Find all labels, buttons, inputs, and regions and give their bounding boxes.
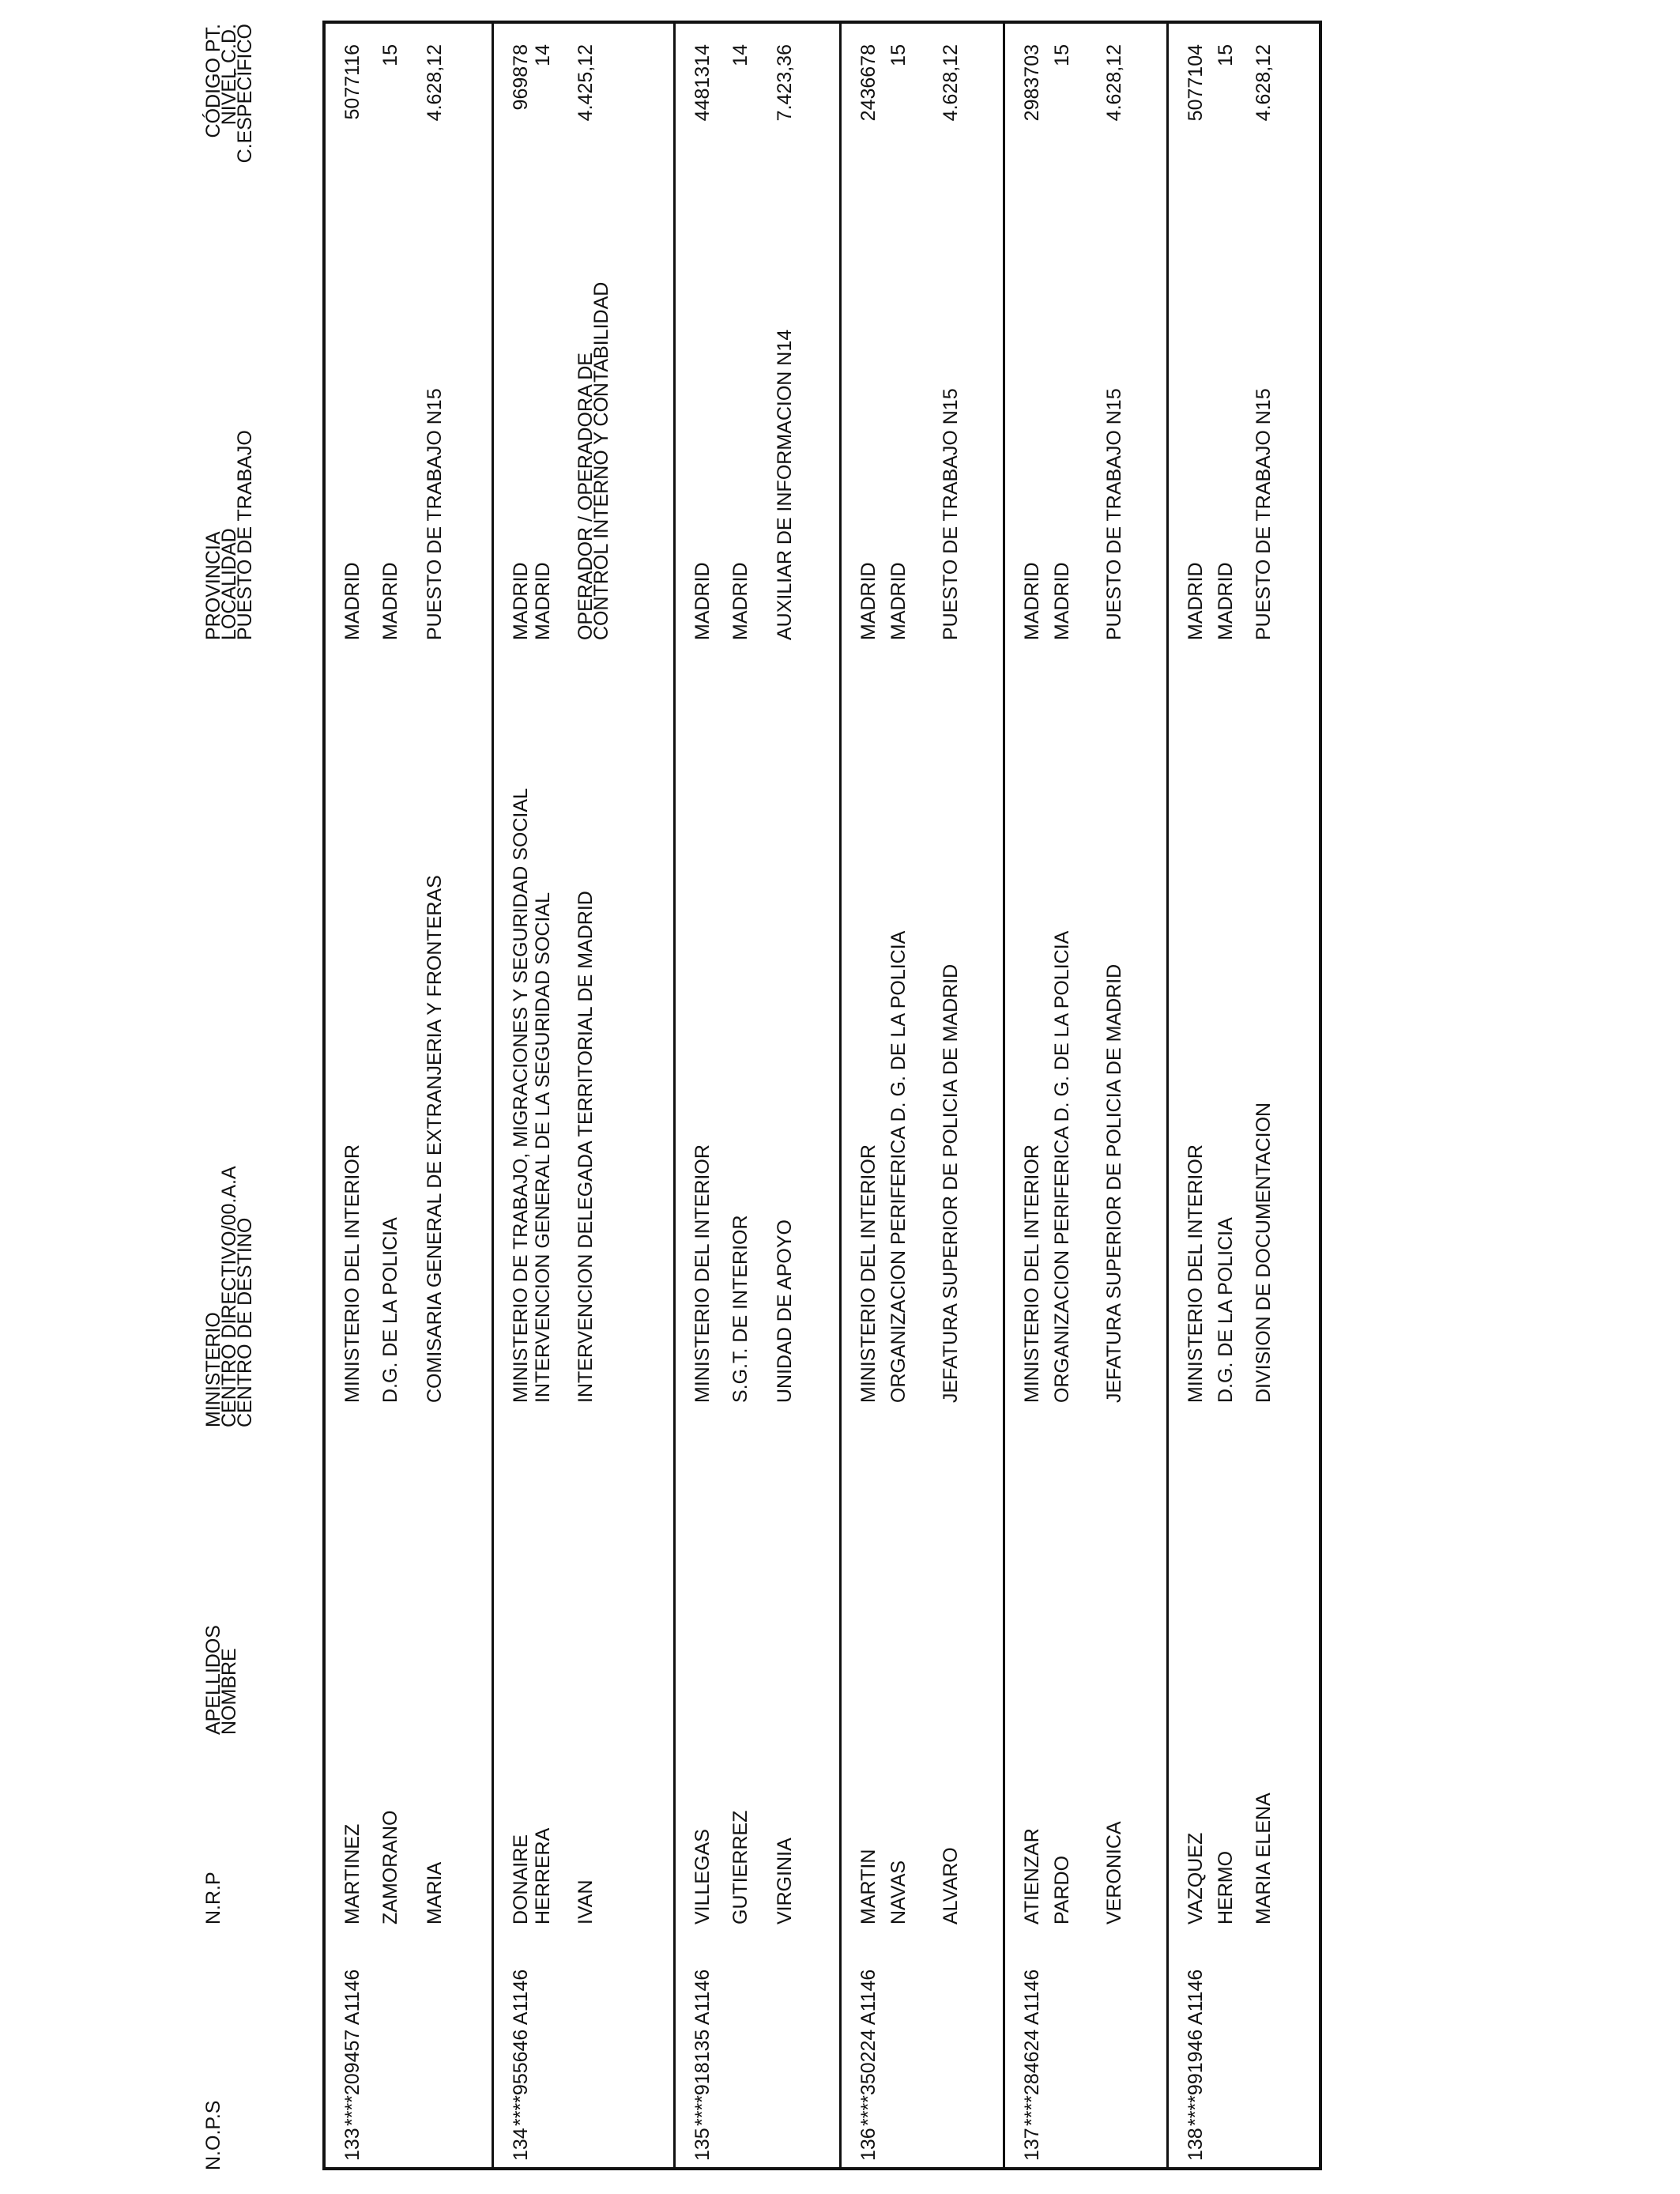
- record-nombre: ALVARO: [940, 1847, 962, 1924]
- record-localidad: MADRID: [729, 562, 751, 640]
- record-nrp: ****955646 A1146: [510, 1969, 532, 2126]
- record-provincia: MADRID: [341, 562, 363, 640]
- record-nops: 135: [691, 2128, 714, 2161]
- header-ministerio-label: MINISTERIO: [202, 1312, 224, 1427]
- record-localidad: MADRID: [1215, 562, 1237, 640]
- record-row: [1166, 24, 1323, 2167]
- record-nrp: ****209457 A1146: [341, 1969, 363, 2126]
- record-ministerio: MINISTERIO DEL INTERIOR: [1185, 1144, 1207, 1403]
- record-centro-destino: JEFATURA SUPERIOR DE POLICIA DE MADRID: [940, 963, 962, 1403]
- record-especifico: 4.628,12: [1252, 44, 1275, 122]
- record-provincia: MADRID: [1021, 562, 1043, 640]
- record-nivel: 14: [729, 44, 751, 66]
- record-apellido2: PARDO: [1051, 1855, 1073, 1924]
- record-codigo: 969878: [510, 44, 532, 111]
- record-centro-destino: UNIDAD DE APOYO: [774, 1220, 796, 1403]
- record-nrp: ****918135 A1146: [691, 1969, 714, 2126]
- record-puesto: PUESTO DE TRABAJO N15: [940, 388, 962, 640]
- record-row: [839, 24, 1005, 2167]
- record-nrp: ****350224 A1146: [857, 1969, 880, 2126]
- record-provincia: MADRID: [1185, 562, 1207, 640]
- record-puesto: AUXILIAR DE INFORMACION N14: [774, 329, 796, 640]
- header-centro: [202, 1166, 256, 1427]
- record-ministerio: MINISTERIO DEL INTERIOR: [341, 1144, 363, 1403]
- header-nops-label: N.O.P.S: [202, 2100, 224, 2170]
- record-nombre: IVAN: [574, 1879, 597, 1924]
- record-apellido1: DONAIRE: [510, 1834, 532, 1924]
- record-especifico: 7.423,36: [774, 44, 796, 122]
- record-ministerio: MINISTERIO DEL INTERIOR: [1021, 1144, 1043, 1403]
- record-puesto: PUESTO DE TRABAJO N15: [1103, 388, 1125, 640]
- header-centro-destino-label: CENTRO DE DESTINO: [234, 1217, 256, 1427]
- record-centro-directivo: INTERVENCION GENERAL DE LA SEGURIDAD SOCIAL: [532, 892, 554, 1403]
- record-ministerio: MINISTERIO DEL INTERIOR: [691, 1144, 714, 1403]
- record-nops: 137: [1021, 2128, 1043, 2161]
- record-codigo: 4481314: [691, 44, 714, 122]
- record-nivel: 14: [532, 44, 554, 66]
- record-nivel: 15: [379, 44, 401, 66]
- header-provincia: [202, 430, 256, 640]
- record-puesto: PUESTO DE TRABAJO N15: [424, 388, 446, 640]
- header-apellidos-label: APELLIDOS: [202, 1625, 224, 1735]
- record-row: [1003, 24, 1169, 2167]
- record-localidad: MADRID: [1051, 562, 1073, 640]
- record-apellido1: ATIENZAR: [1021, 1828, 1043, 1924]
- record-apellido1: MARTINEZ: [341, 1823, 363, 1924]
- record-centro-directivo: D.G. DE LA POLICIA: [1215, 1217, 1237, 1403]
- header-puesto-label: PUESTO DE TRABAJO: [234, 430, 256, 640]
- record-codigo: 2436678: [857, 44, 880, 122]
- record-apellido2: GUTIERREZ: [729, 1810, 751, 1924]
- header-especifico-label: C.ESPECÍFICO: [234, 24, 256, 164]
- record-localidad: MADRID: [887, 562, 910, 640]
- record-centro-directivo: S.G.T. DE INTERIOR: [729, 1215, 751, 1403]
- record-apellido1: MARTIN: [857, 1849, 880, 1924]
- record-provincia: MADRID: [510, 562, 532, 640]
- record-apellido2: NAVAS: [887, 1860, 910, 1924]
- header-nrp: [202, 1872, 224, 1924]
- record-ministerio: MINISTERIO DE TRABAJO, MIGRACIONES Y SEGURIDAD SOCIAL: [510, 788, 532, 1403]
- header-codigo-label: CÓDIGO PT.: [202, 24, 224, 138]
- record-localidad: MADRID: [379, 562, 401, 640]
- record-nivel: 15: [1215, 44, 1237, 66]
- record-centro-destino: JEFATURA SUPERIOR DE POLICIA DE MADRID: [1103, 963, 1125, 1403]
- record-localidad: MADRID: [532, 562, 554, 640]
- record-apellido2: HERRERA: [532, 1827, 554, 1924]
- record-provincia: MADRID: [691, 562, 714, 640]
- header-centro-directivo-label: CENTRO DIRECTIVO/00.A.A: [218, 1166, 240, 1427]
- record-nops: 133: [341, 2128, 363, 2161]
- record-especifico: 4.628,12: [424, 44, 446, 122]
- record-especifico: 4.628,12: [1103, 44, 1125, 122]
- record-codigo: 5077104: [1185, 44, 1207, 122]
- record-apellido1: VILLEGAS: [691, 1829, 714, 1924]
- record-nombre: MARIA: [424, 1861, 446, 1924]
- record-codigo: 2983703: [1021, 44, 1043, 122]
- header-nombre-label: NOMBRE: [218, 1648, 240, 1735]
- header-provincia-label: PROVINCIA: [202, 531, 224, 640]
- record-especifico: 4.425,12: [574, 44, 597, 122]
- record-centro-directivo: D.G. DE LA POLICIA: [379, 1217, 401, 1403]
- record-nivel: 15: [1051, 44, 1073, 66]
- header-codigo: [202, 24, 256, 164]
- record-centro-destino: DIVISION DE DOCUMENTACION: [1252, 1102, 1275, 1403]
- records-table: [322, 21, 1322, 2170]
- record-nivel: 15: [887, 44, 910, 66]
- record-centro-directivo: ORGANIZACION PERIFERICA D. G. DE LA POLICIA: [887, 930, 910, 1403]
- record-apellido2: ZAMORANO: [379, 1810, 401, 1924]
- record-nombre: MARIA ELENA: [1252, 1793, 1275, 1924]
- record-nombre: VERONICA: [1103, 1821, 1125, 1924]
- record-ministerio: MINISTERIO DEL INTERIOR: [857, 1144, 880, 1403]
- record-apellido1: VAZQUEZ: [1185, 1832, 1207, 1924]
- record-centro-destino: COMISARIA GENERAL DE EXTRANJERIA Y FRONTERAS: [424, 875, 446, 1403]
- header-nrp-label: N.R.P: [202, 1872, 224, 1924]
- record-provincia: MADRID: [857, 562, 880, 640]
- header-names: [202, 1625, 240, 1735]
- record-nrp: ****284624 A1146: [1021, 1969, 1043, 2126]
- record-especifico: 4.628,12: [940, 44, 962, 122]
- record-row: [492, 24, 676, 2167]
- record-row: [326, 24, 492, 2167]
- record-nops: 138: [1185, 2128, 1207, 2161]
- record-puesto: PUESTO DE TRABAJO N15: [1252, 388, 1275, 640]
- record-centro-destino: INTERVENCION DELEGADA TERRITORIAL DE MADRID: [574, 891, 597, 1403]
- record-nops: 134: [510, 2128, 532, 2161]
- header-nivel-label: NIVEL C.D.: [218, 24, 240, 126]
- record-puesto: OPERADOR / OPERADORA DE CONTROL INTERNO Y CONTABILIDAD: [574, 281, 612, 640]
- record-codigo: 5077116: [341, 44, 363, 120]
- header-nops: [202, 2100, 224, 2170]
- record-row: [673, 24, 842, 2167]
- record-nops: 136: [857, 2128, 880, 2161]
- record-centro-directivo: ORGANIZACION PERIFERICA D. G. DE LA POLICIA: [1051, 930, 1073, 1403]
- record-nrp: ****991946 A1146: [1185, 1969, 1207, 2126]
- header-localidad-label: LOCALIDAD: [218, 528, 240, 640]
- record-nombre: VIRGINIA: [774, 1838, 796, 1924]
- record-apellido2: HERMO: [1215, 1850, 1237, 1924]
